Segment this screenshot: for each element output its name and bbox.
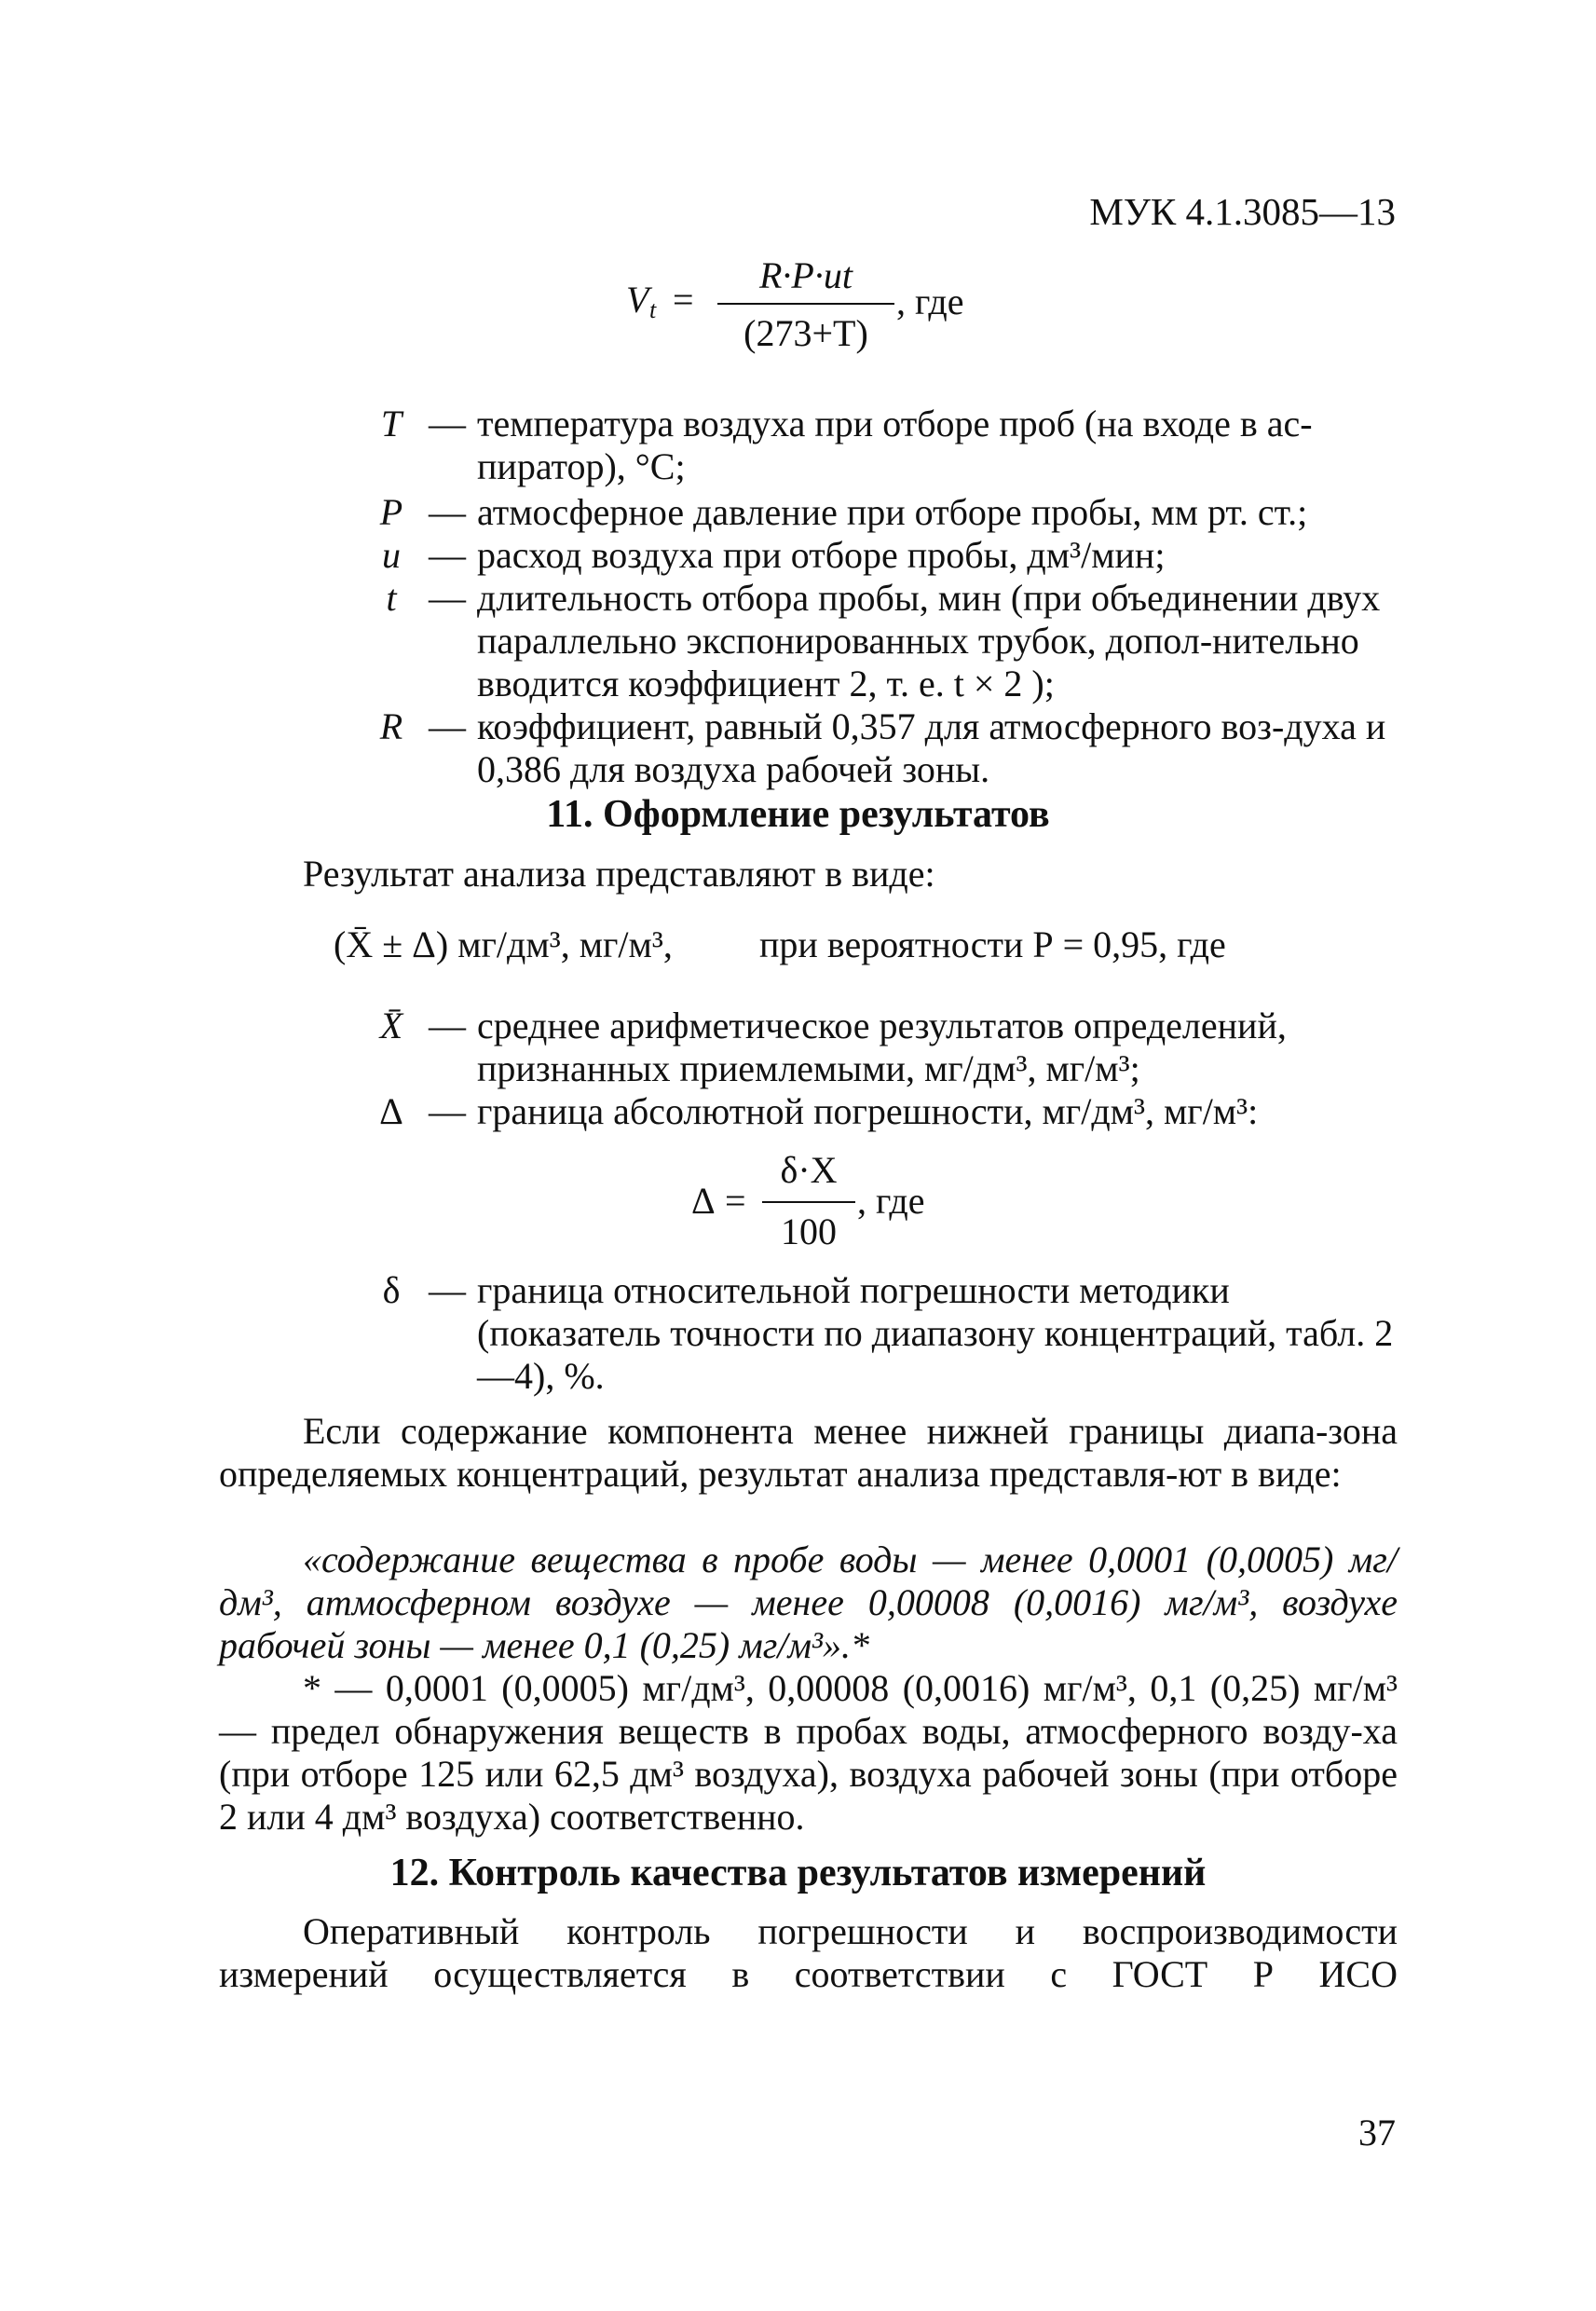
formula-numerator: δ·X bbox=[780, 1149, 838, 1191]
result-probability: при вероятности Р = 0,95, где bbox=[759, 923, 1226, 965]
definition-item bbox=[373, 577, 1398, 705]
definition-dash: — bbox=[429, 1090, 466, 1132]
paragraph-quote: «содержание вещества в пробе воды — менее 0,0001 (0,0005) мг/дм³, атмосферном воздухе — менее 0,00008 (0,0016) мг/м³, воздухе рабочей зоны — менее 0,1 (0,25) мг/м³».* bbox=[219, 1538, 1398, 1666]
definition-dash: — bbox=[429, 403, 466, 444]
formula-numerator: R·P·ut bbox=[759, 254, 853, 296]
formula-suffix: , где bbox=[896, 280, 964, 322]
formula-lhs-subscript: t bbox=[649, 296, 657, 323]
definition-item bbox=[373, 534, 1398, 577]
document-code: МУК 4.1.3085—13 bbox=[1089, 190, 1396, 233]
definition-dash: — bbox=[429, 1269, 466, 1311]
fraction-bar bbox=[762, 1201, 855, 1203]
definition-dash: — bbox=[429, 491, 466, 533]
definition-text: расход воздуха при отборе пробы, дм³/мин; bbox=[477, 534, 1166, 576]
section-text: Оперативный контроль погрешности и воспроизводимости измерений осуществляется в соответствии с ГОСТ Р ИСО bbox=[219, 1910, 1398, 1995]
definition-dash: — bbox=[429, 705, 466, 747]
definition-text: атмосферное давление при отборе пробы, мм рт. ст.; bbox=[477, 491, 1308, 533]
section-heading: 11. Оформление результатов bbox=[546, 793, 1050, 836]
formula-lhs: V bbox=[626, 279, 649, 321]
definition-item bbox=[373, 1090, 1398, 1133]
definition-dash: — bbox=[429, 1005, 466, 1046]
definition-text: коэффициент, равный 0,357 для атмосферного воз-духа и 0,386 для воздуха рабочей зоны. bbox=[477, 705, 1386, 790]
definition-symbol: P bbox=[379, 491, 403, 533]
definition-symbol: t bbox=[386, 577, 397, 619]
formula-suffix: , где bbox=[857, 1180, 925, 1222]
result-expression: (X̄ ± Δ) мг/дм³, мг/м³, bbox=[334, 923, 673, 965]
definition-text: длительность отбора пробы, мин (при объединении двух параллельно экспонированных трубок, допол-нительно вводится коэффициент 2, т. е. t × 2 ); bbox=[477, 577, 1381, 704]
definition-symbol: δ bbox=[382, 1269, 401, 1311]
definition-text: граница абсолютной погрешности, мг/дм³, мг/м³: bbox=[477, 1090, 1259, 1132]
definition-symbol: T bbox=[380, 403, 402, 444]
fraction-bar bbox=[717, 303, 894, 305]
definition-dash: — bbox=[429, 577, 466, 619]
definition-text: граница относительной погрешности методики (показатель точности по диапазону концентраций, табл. 2—4), %. bbox=[477, 1269, 1394, 1397]
definition-item bbox=[373, 1005, 1398, 1090]
formula-equals: = bbox=[673, 279, 694, 321]
formula-denominator: (273+T) bbox=[743, 312, 868, 354]
definition-symbol: u bbox=[382, 534, 401, 576]
definition-symbol: X̄ bbox=[379, 1005, 403, 1046]
page-number: 37 bbox=[1358, 2112, 1396, 2154]
definition-item bbox=[373, 705, 1398, 791]
footnote-text: * — 0,0001 (0,0005) мг/дм³, 0,00008 (0,0016) мг/м³, 0,1 (0,25) мг/м³ — предел обнаружения веществ в пробах воды, атмосферного возду-ха (при отборе 125 или 62,5 дм³ воздуха), воздуха рабочей зоны (при отборе 2 или 4 дм³ воздуха) соответственно. bbox=[219, 1667, 1398, 1838]
definition-symbol: R bbox=[379, 705, 403, 747]
definition-item bbox=[373, 491, 1398, 534]
formula-denominator: 100 bbox=[781, 1210, 837, 1252]
formula-equals: = bbox=[725, 1180, 746, 1222]
definition-text: температура воздуха при отборе проб (на входе в ас-пиратор), °С; bbox=[477, 403, 1313, 487]
definition-item bbox=[373, 1269, 1398, 1398]
definition-symbol: Δ bbox=[379, 1090, 403, 1132]
definition-item bbox=[373, 403, 1398, 488]
definition-dash: — bbox=[429, 534, 466, 576]
paragraph-below-limit: Если содержание компонента менее нижней границы диапа-зона определяемых концентраций, результат анализа представля-ют в виде: bbox=[219, 1410, 1398, 1495]
formula-lhs: Δ bbox=[691, 1180, 716, 1222]
section-intro: Результат анализа представляют в виде: bbox=[303, 853, 935, 895]
section-heading: 12. Контроль качества результатов измерений bbox=[389, 1852, 1207, 1894]
definition-text: среднее арифметическое результатов определений, признанных приемлемыми, мг/дм³, мг/м³; bbox=[477, 1005, 1287, 1089]
